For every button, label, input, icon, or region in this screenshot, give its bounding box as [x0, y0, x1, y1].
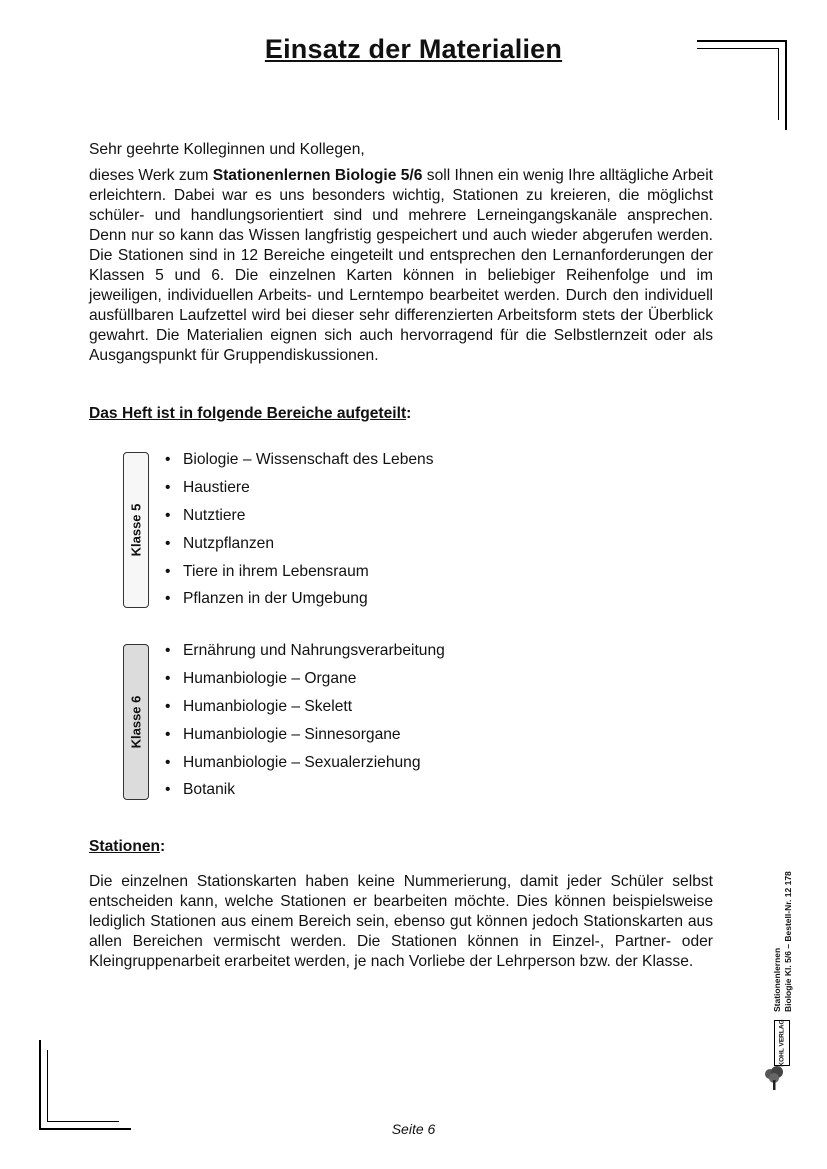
areas-heading-text: Das Heft ist in folgende Bereiche aufgeteilt	[89, 405, 407, 422]
publisher-logo	[774, 1020, 790, 1066]
bullet-icon: •	[165, 781, 171, 799]
side-note-series: Stationenlernen	[772, 947, 782, 1012]
intro-paragraph	[89, 166, 713, 366]
page-number: Seite 6	[391, 1121, 436, 1137]
stations-heading-text: Stationen	[89, 838, 161, 855]
class-6-list	[165, 641, 445, 808]
list-item-text: Humanbiologie – Skelett	[183, 697, 353, 715]
list-item	[165, 506, 434, 534]
bullet-icon: •	[165, 506, 171, 524]
list-item	[165, 669, 445, 697]
bullet-icon: •	[165, 562, 171, 580]
class-5-label: Klasse 5	[128, 503, 144, 557]
intro-text-rest: soll Ihnen ein wenig Ihre alltägliche Arbeit erleichtern. Dabei war es uns besonders wichtig, Stationen zu kreieren, die möglichst schüler- und handlungsorientiert sind und mehrere Lerneingangskanäle ansprechen. Denn nur so kann das Wissen langfristig gespeichert und auch wieder abgerufen werden. Die Stationen sind in 12 Bereiche eingeteilt und entsprechen den Lernanforderungen der Klassen 5 und 6. Die einzelnen Karten können in beliebiger Reihenfolge und im jeweiligen, individuellen Arbeits- und Lerntempo bearbeitet werden. Durch den individuell ausfüllbaren Laufzettel wird bei dieser sehr differenzierten Arbeitsform stets der Überblick gewahrt. Die Materialien eignen sich auch hervorragend für die Selbstlernzeit oder als Ausgangspunkt für Gruppendiskussionen.	[89, 167, 713, 364]
list-item-text: Botanik	[183, 781, 236, 799]
list-item	[165, 478, 434, 506]
list-item-text: Humanbiologie – Organe	[183, 669, 357, 687]
stations-heading-colon: :	[160, 838, 166, 855]
class-6-label: Klasse 6	[128, 695, 144, 749]
class-5-list	[165, 450, 434, 617]
list-item-text: Pflanzen in der Umgebung	[183, 590, 368, 608]
list-item-text: Ernährung und Nahrungsverarbeitung	[183, 642, 445, 659]
list-item	[165, 534, 434, 562]
bullet-icon: •	[165, 669, 171, 687]
list-item	[165, 450, 434, 478]
side-note	[772, 772, 806, 1012]
stations-paragraph: Die einzelnen Stationskarten haben keine Nummerierung, damit jeder Schüler selbst entscheiden kann, welche Stationen er bearbeiten möchte. Dies können beispielsweise lediglich Stationen aus einem Bereich sein, ebenso gut können jedoch Stationskarten aus allen Bereichen vermischt werden. Die Stationen können in Einzel-, Partner- oder Kleingruppenarbeit erarbeitet werden, je nach Vorliebe der Lehrperson bzw. der Klasse.	[89, 873, 713, 970]
list-item	[165, 780, 445, 808]
list-item	[165, 697, 445, 725]
bullet-icon: •	[165, 725, 171, 743]
stations-heading	[89, 838, 165, 856]
list-item	[165, 562, 434, 590]
salutation: Sehr geehrte Kolleginnen und Kollegen,	[89, 141, 365, 158]
list-item-text: Nutzpflanzen	[183, 534, 275, 552]
bottom-left-corner-line-v2	[47, 1050, 48, 1122]
list-item	[165, 753, 445, 781]
bullet-icon: •	[165, 642, 171, 659]
bullet-icon: •	[165, 697, 171, 715]
areas-heading	[89, 405, 411, 423]
class-5-tab	[123, 452, 149, 608]
list-item	[165, 641, 445, 669]
side-note-order-info: Biologie Kl. 5/6 – Bestell-Nr. 12 178	[783, 871, 793, 1012]
list-item-text: Haustiere	[183, 478, 250, 496]
bullet-icon: •	[165, 451, 171, 468]
areas-heading-colon: :	[406, 405, 412, 422]
bullet-icon: •	[165, 753, 171, 771]
list-item-text: Humanbiologie – Sexualerziehung	[183, 753, 421, 771]
bullet-icon: •	[165, 478, 171, 496]
intro-book-title: Stationenlernen Biologie 5/6	[212, 167, 423, 184]
list-item-text: Nutztiere	[183, 506, 246, 524]
intro-text-start: dieses Werk zum	[89, 167, 213, 184]
list-item	[165, 725, 445, 753]
tree-logo-icon	[762, 1064, 786, 1092]
list-item	[165, 589, 434, 617]
list-item-text: Tiere in ihrem Lebensraum	[183, 562, 369, 580]
list-item-text: Biologie – Wissenschaft des Lebens	[183, 451, 434, 468]
page-title: Einsatz der Materialien	[264, 34, 563, 64]
bottom-left-corner-line-v1	[39, 1040, 41, 1130]
publisher-name: KOHL VERLAG	[778, 1019, 786, 1067]
bullet-icon: •	[165, 590, 171, 608]
bullet-icon: •	[165, 534, 171, 552]
class-6-tab	[123, 644, 149, 800]
list-item-text: Humanbiologie – Sinnesorgane	[183, 725, 401, 743]
